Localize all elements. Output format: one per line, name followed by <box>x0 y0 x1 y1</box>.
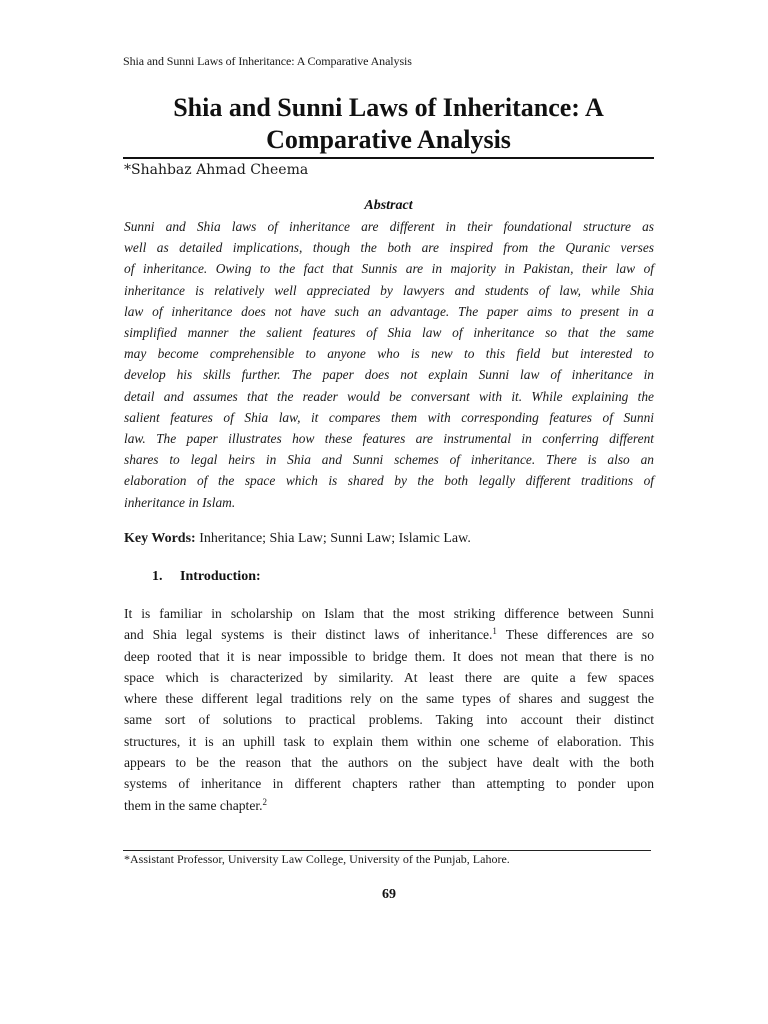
abstract-line: elaboration of the space which is shared by the both legally different traditions of <box>124 473 654 489</box>
paper-title <box>123 92 654 156</box>
title-underline <box>123 157 654 159</box>
running-header: Shia and Sunni Laws of Inheritance: A Comparative Analysis <box>123 54 412 68</box>
abstract-line: law of inheritance does not have such an advantage. The paper aims to present in a <box>124 303 654 319</box>
footnote-marker[interactable]: 2 <box>262 796 268 807</box>
keywords-label: Key Words: <box>124 531 196 546</box>
section-heading-introduction <box>152 569 261 585</box>
abstract-line: well as detailed implications, though the both are inspired from the Quranic verses <box>124 240 654 256</box>
section-number: 1. <box>152 569 163 584</box>
footnote-marker[interactable]: 1 <box>492 626 497 637</box>
intro-line: It is familiar in scholarship on Islam that the most striking difference between Sunni <box>124 606 654 621</box>
abstract-line: detail and assumes that the reader would be conversant with it. While explaining the <box>124 388 654 404</box>
abstract-line: develop his skills further. The paper does not explain Sunni law of inheritance in <box>124 367 654 383</box>
footnote-divider <box>123 850 651 851</box>
page-number: 69 <box>382 887 396 902</box>
abstract-line: inheritance in Islam. <box>124 494 236 510</box>
abstract-line: law. The paper illustrates how these features are instrumental in conferring different <box>124 431 654 447</box>
abstract-line: of inheritance. Owing to the fact that Sunnis are in majority in Pakistan, their law of <box>124 261 654 277</box>
abstract-line: simplified manner the salient features of Shia law of inheritance so that the same <box>124 325 654 341</box>
intro-line <box>124 795 654 816</box>
intro-line: space which is characterized by similarity. At least there are quite a few spaces <box>124 669 654 685</box>
abstract-line: inheritance is relatively well appreciated by lawyers and students of law, while Shia <box>124 282 654 298</box>
intro-text: and Shia legal systems is their distinct laws of inheritance. <box>124 627 493 643</box>
intro-line <box>124 624 654 645</box>
abstract-body <box>124 216 654 513</box>
intro-line: deep rooted that it is near impossible to bridge them. It does not mean that there is no <box>124 648 654 664</box>
introduction-paragraph <box>124 603 654 816</box>
title-line-2: Comparative Analysis <box>266 125 511 154</box>
abstract-line: shares to legal heirs in Shia and Sunni schemes of inheritance. There is also an <box>124 452 654 468</box>
intro-line: where these different legal traditions rely on the same types of shares and suggest the <box>124 691 654 707</box>
intro-line: structures, it is an uphill task to explain them within one scheme of elaboration. This <box>124 733 654 749</box>
intro-line: same sort of solutions to practical problems. Taking into account their distinct <box>124 712 654 728</box>
abstract-line: may become comprehensible to anyone who is new to this field but interested to <box>124 346 654 362</box>
footnote: *Assistant Professor, University Law College, University of the Punjab, Lahore. <box>124 852 510 866</box>
abstract-line: salient features of Shia law, it compares them with corresponding features of Sunni <box>124 409 654 425</box>
intro-text: These differences are so <box>496 627 654 643</box>
abstract-heading: Abstract <box>364 198 413 213</box>
section-title: Introduction: <box>180 569 261 584</box>
title-line-1: Shia and Sunni Laws of Inheritance: A <box>173 93 604 122</box>
abstract-line: Sunni and Shia laws of inheritance are different in their foundational structure as <box>124 219 654 234</box>
author-name: *Shahbaz Ahmad Cheema <box>124 162 309 178</box>
keywords <box>124 531 471 547</box>
keywords-text: Inheritance; Shia Law; Sunni Law; Islamic Law. <box>199 531 471 546</box>
intro-line: systems of inheritance in different chapters rather than attempting to ponder upon <box>124 776 654 792</box>
intro-text: them in the same chapter. <box>124 797 263 813</box>
intro-line: appears to be the reason that the authors on the subject have dealt with the both <box>124 755 654 771</box>
